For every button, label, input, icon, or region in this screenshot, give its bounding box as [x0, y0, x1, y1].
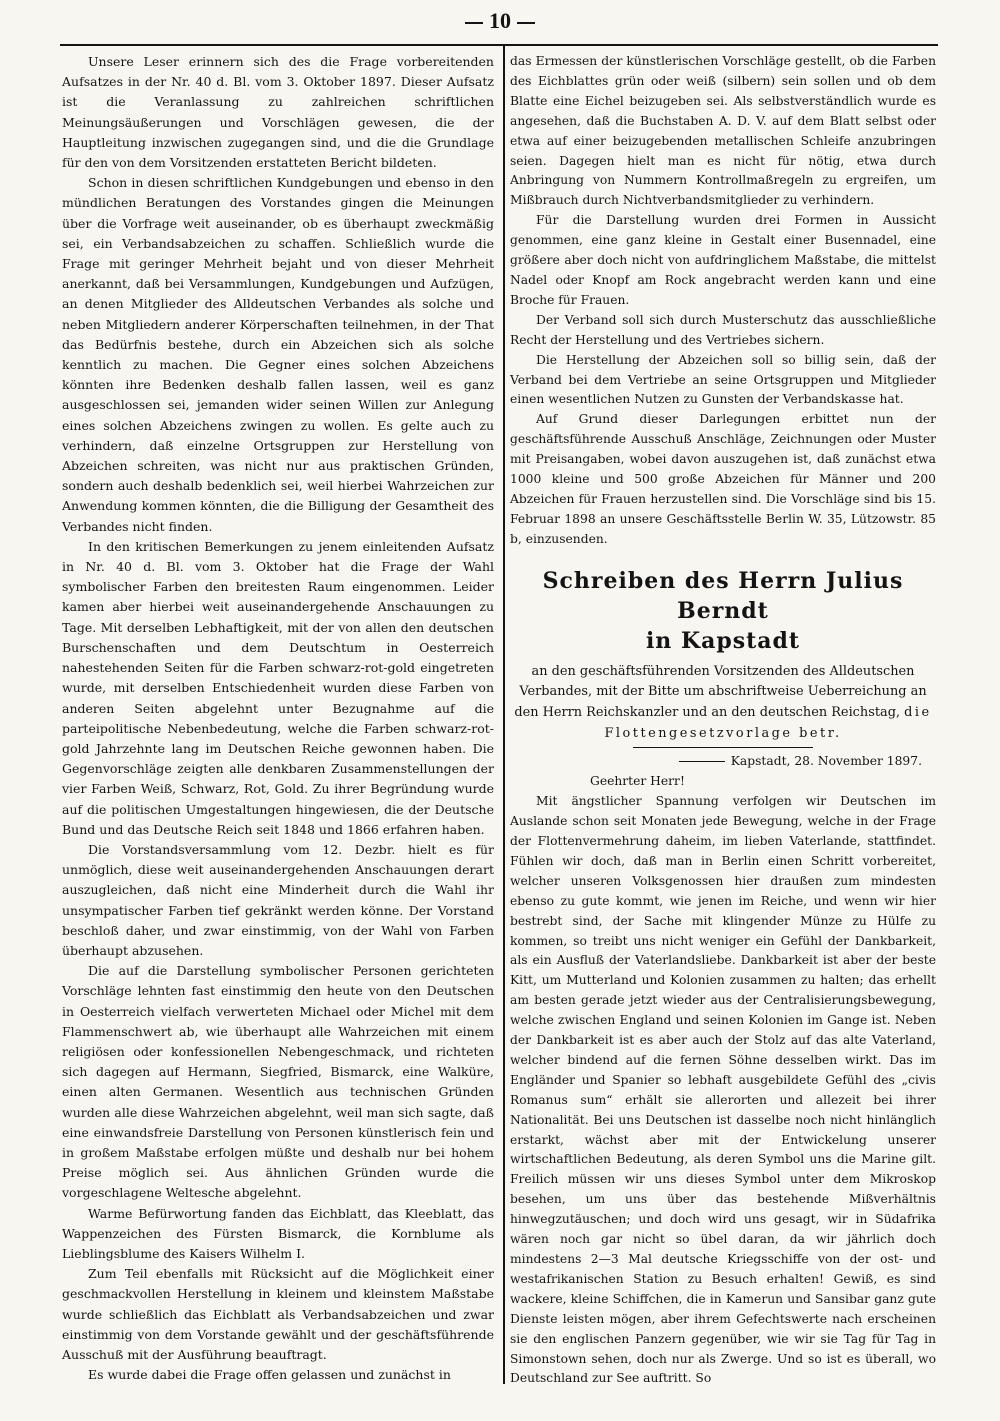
dateline-text: Kapstadt, 28. November 1897.: [730, 754, 922, 769]
header-rule: [60, 44, 938, 46]
left-paragraph-5: Die auf die Darstellung symbolischer Personen gerichteten Vorschläge lehnten fast einstimmig den heute von den Deutschen in Oesterreich vielfach verwerteten Michael oder Michel mit dem Flammenschwert ab, wie überhaupt alle Wahrzeichen mit einem religiösen oder konfessionellen Nebengeschmack, und richteten sich dagegen auf Hermann, Siegfried, Bismarck, eine Walküre, einen alten Germanen. Wesentlich aus technischen Gründen wurden alle diese Wahrzeichen abgelehnt, weil man sich sagte, daß eine einwandsfreie Darstellung von Personen künstlerisch fein und in großem Maßstabe erfolgen müßte und deshalb nur bei hohem Preise möglich sei. Aus ähnlichen Gründen wurde die vorgeschlagene Weltesche abgelehnt.: [62, 963, 494, 1201]
left-paragraph-6: Warme Befürwortung fanden das Eichblatt, das Kleeblatt, das Wappenzeichen des Fürsten Bismarck, die Kornblume als Lieblingsblume des Kaisers Wilhelm I.: [62, 1205, 494, 1261]
headline-line-2: in Kapstadt: [645, 627, 801, 654]
left-paragraph-4: Die Vorstandsversammlung vom 12. Dezbr. hielt es für unmöglich, diese weit auseinandergehenden Anschauungen derart auszugleichen, daß nicht eine Minderheit durch die Wahl ihr unsympatischer Farben tief gekränkt werden könne. Der Vorstand beschloß daher, und zwar einstimmig, von der Wahl von Farben überhaupt abzusehen.: [62, 841, 494, 958]
article-subheading: [510, 662, 936, 745]
letter-body: Mit ängstlicher Spannung verfolgen wir Deutschen im Auslande schon seit Monaten jede Bewegung, welche in der Frage der Flottenvermehrung daheim, im lieben Vaterlande, stattfindet. Fühlen wir doch, daß man in Berlin einen Schritt vorbereitet, welcher unseren Volksgenossen hier draußen zum mindesten ebenso zu gute kommt, wie jenen im Reiche, und wenn wir hier bestrebt sind, der Sache mit klingender Münze zu Hülfe zu kommen, so treibt uns nicht weniger ein Gefühl der Dankbarkeit, als ein Ausfluß der Vaterlandsliebe. Dankbarkeit ist aber der beste Kitt, um Mutterland und Kolonien zusammen zu halten; das erhellt am besten gerade jetzt wieder aus der Centralisierungsbewegung, welche zwischen England und seinen Kolonien im Gange ist. Neben der Dankbarkeit ist es aber auch der Stolz auf das alte Vaterland, welcher bindend auf die fernen Söhne desselben wirkt. Das im Engländer und Spanier so lebhaft ausgebildete Gefühl des „civis Romanus sum“ erhält sie allerorten und allezeit bei ihrer Nationalität. Bei uns Deutschen ist dasselbe noch nicht hinlänglich erstarkt, wächst aber mit der Entwickelung unserer wirtschaftlichen Bedeutung, als deren Symbol uns die Marine gilt. Freilich müssen wir uns dieses Symbol unter dem Mikroskop besehen, um uns über das bestehende Mißverhältnis hinwegzutäuschen; und doch wird uns gesagt, wir in Südafrika wären noch gar nicht so übel daran, da wir jährlich doch mindestens 2—3 Mal deutsche Kriegsschiffe von der ost- und westafrikanischen Station zu Besuch erhalten! Gewiß, es sind wackere, kleine Schiffchen, die in Kamerun und Sansibar ganz gute Dienste leisten mögen, aber ihrem Gefechtswerte nach erscheinen sie den englischen Panzern gegenüber, wie wir sie Tag für Tag in Simonstown sehen, doch nur als Zwerge. Und so ist es überall, wo Deutschland zur See auftritt. So: [510, 794, 936, 1386]
subheading-spaced: die Flottengesetzvorlage betr.: [604, 705, 932, 742]
right-paragraph-4: Die Herstellung der Abzeichen soll so billig sein, daß der Verband bei dem Vertriebe an seine Ortsgruppen und Mitglieder einen wesentlichen Nutzen zu Gunsten der Verbandskasse hat.: [510, 352, 936, 407]
subheading-text: an den geschäftsführenden Vorsitzenden des Alldeutschen Verbandes, mit der Bitte um abschriftweise Ueberreichung an den Herrn Reichskanzler und an den deutschen Reichstag,: [514, 663, 927, 721]
left-paragraph-3: In den kritischen Bemerkungen zu jenem einleitenden Aufsatz in Nr. 40 d. Bl. vom 3. Oktober hat die Frage der Wahl symbolischer Farben den breitesten Raum eingenommen. Leider kamen aber hierbei weit auseinandergehende Anschauungen zu Tage. Mit derselben Lebhaftigkeit, mit der von allen den deutschen Burschenschaften und dem Deutschtum in Oesterreich nahestehenden Seiten für die Farben schwarz-rot-gold eingetreten wurde, mit derselben Entschiedenheit wurden diese Farben von anderen Seiten abgelehnt unter Bezugnahme auf die parteipolitische Nebenbedeutung, welche die Farben schwarz-rot-gold Jahrzehnte lang im Deutschen Reiche gewonnen haben. Die Gegenvorschläge zeigten alle denkbaren Zusammenstellungen der vier Farben Weiß, Schwarz, Rot, Gold. Zu ihrer Begründung wurde auf die politischen Umgestaltungen hingewiesen, die der Deutsche Bund und das Deutsche Reich seit 1848 und 1866 erfahren haben.: [62, 538, 494, 837]
left-column: [62, 52, 494, 1385]
salutation: Geehrter Herr!: [590, 774, 685, 789]
right-paragraph-2: Für die Darstellung wurden drei Formen in Aussicht genommen, eine ganz kleine in Gestalt einer Busennadel, eine größere aber doch nicht von aufdringlichem Maßstabe, die mittelst Nadel oder Knopf am Rock angebracht werden kann und eine Broche für Frauen.: [510, 213, 936, 307]
dateline: [510, 752, 936, 772]
right-column: [510, 52, 936, 1389]
page-number: 10: [0, 8, 1000, 34]
right-paragraph-1: das Ermessen der künstlerischen Vorschläge gestellt, ob die Farben des Eichblattes grün oder weiß (silbern) sein sollen und ob dem Blatte eine Eichel beizugeben sei. Als selbstverständlich wurde es angesehen, daß die Buchstaben A. D. V. auf dem Blatt selbst oder etwa auf einer beizugebenden metallischen Schleife anzubringen seien. Dagegen hielt man es nicht für nötig, etwa durch Anbringung von Nummern Kontrollmaßregeln zu ergreifen, um Mißbrauch durch Nichtverbandsmitglieder zu verhindern.: [510, 54, 936, 208]
right-paragraph-3: Der Verband soll sich durch Musterschutz das ausschließliche Recht der Herstellung und des Vertriebes sichern.: [510, 312, 936, 347]
left-paragraph-8: Es wurde dabei die Frage offen gelassen und zunächst in: [88, 1367, 451, 1383]
right-paragraph-5: Auf Grund dieser Darlegungen erbittet nun der geschäftsführende Ausschuß Anschläge, Zeichnungen oder Muster mit Preisangaben, wobei davon auszugehen ist, daß zunächst etwa 1000 kleine und 500 große Abzeichen für Männer und 200 Abzeichen für Frauen herzustellen sind. Die Vorschläge sind bis 15. Februar 1898 an unsere Geschäftsstelle Berlin W. 35, Lützowstr. 85 b, einzusenden.: [510, 412, 936, 546]
left-paragraph-7: Zum Teil ebenfalls mit Rücksicht auf die Möglichkeit einer geschmackvollen Herstellung in kleinem und kleinstem Maßstabe wurde schließlich das Eichblatt als Verbandsabzeichen und zwar einstimmig von dem Vorstande gewählt und der geschäftsführende Ausschuß mit der Ausführung beauftragt.: [62, 1266, 494, 1362]
column-divider: [503, 46, 505, 1384]
headline-rule: [633, 747, 813, 749]
left-paragraph-2: Schon in diesen schriftlichen Kundgebungen und ebenso in den mündlichen Beratungen des Vorstandes gingen die Meinungen über die Vorfrage weit auseinander, ob es überhaupt zweckmäßig sei, ein Verbandsabzeichen zu schaffen. Schließlich wurde die Frage mit geringer Mehrheit bejaht und von dieser Mehrheit anerkannt, daß bei Versammlungen, Kundgebungen und Aufzügen, an denen Mitglieder des Alldeutschen Verbandes als solche und neben Mitgliedern anderer Körperschaften teilnehmen, in der That das Bedürfnis bestehe, durch ein Abzeichen sich als solche kenntlich zu machen. Die Gegner eines solchen Abzeichens könnten ihre Bedenken deshalb fallen lassen, weil es ganz ausgeschlossen sei, jemanden wider seinen Willen zur Anlegung eines solchen Abzeichens zwingen zu wollen. Es gelte auch zu verhindern, daß einzelne Ortsgruppen zur Herstellung von Abzeichen schreiten, was nicht nur aus praktischen Gründen, sondern auch deshalb bedenklich sei, weil hierbei Wahrzeichen zur Anwendung kommen könnten, die die Billigung der Gesamtheit des Verbandes nicht finden.: [62, 175, 494, 534]
headline-line-1: Schreiben des Herrn Julius Berndt: [542, 567, 904, 624]
left-paragraph-1: Unsere Leser erinnern sich des die Frage vorbereitenden Aufsatzes in der Nr. 40 d. Bl. vom 3. Oktober 1897. Dieser Aufsatz ist die Veranlassung zu zahlreichen schriftlichen Meinungsäußerungen und Vorschlägen gewesen, die der Hauptleitung inzwischen zugegangen sind, und die die Grundlage für den von dem Vorsitzenden erstatteten Bericht bildeten.: [62, 54, 494, 171]
article-headline: [510, 566, 936, 656]
dateline-rule: [679, 761, 725, 762]
